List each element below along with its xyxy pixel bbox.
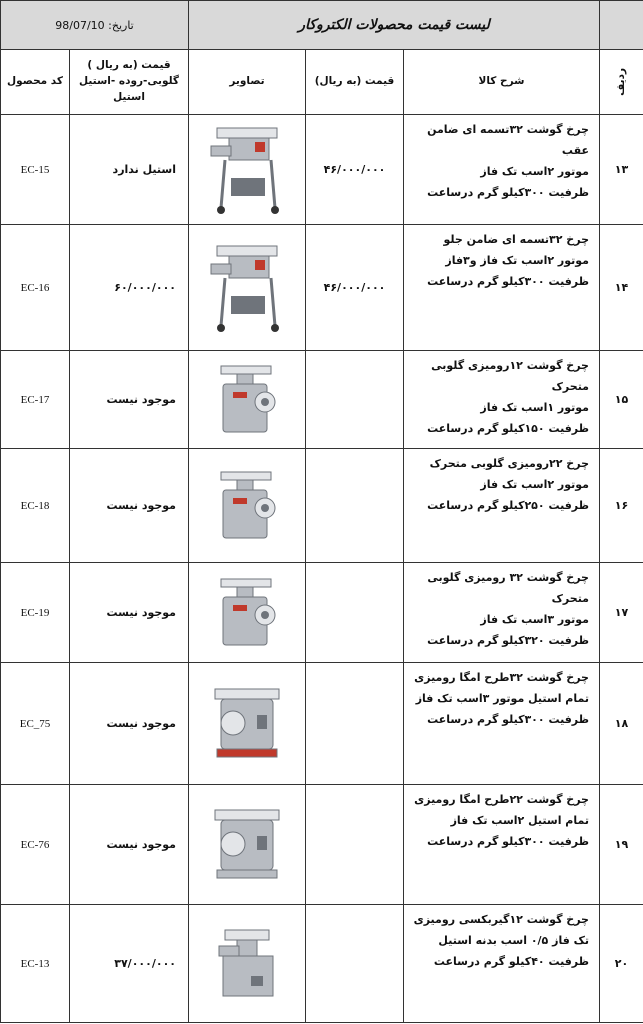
description-line: موتور ۲اسب تک فاز <box>480 478 589 491</box>
description-line: چرخ گوشت ۱۲رومیزی گلوبی متحرک <box>431 359 589 393</box>
description-line: چرخ گوشت ۳۲طرح امگا رومیزی <box>414 671 589 684</box>
col-header-price2: قیمت (به ریال ) گلوبی-روده -استیل استیل <box>70 50 189 115</box>
product-description <box>404 351 600 449</box>
header-empty-cell <box>600 1 643 50</box>
price <box>306 663 404 785</box>
price-steel: موجود نیست <box>70 351 189 449</box>
row-number: ۱۳ <box>600 115 643 225</box>
row-number: ۱۷ <box>600 563 643 663</box>
product-code: EC-13 <box>1 905 70 1023</box>
table-row <box>1 449 643 563</box>
description-line: تمام استیل موتور ۳اسب تک فاز <box>415 692 589 705</box>
price: ۴۶/۰۰۰/۰۰۰ <box>306 115 404 225</box>
date-label: تاریخ: 98/07/10 <box>1 1 189 50</box>
product-image <box>189 122 305 218</box>
description-line: ظرفیت ۳۰۰کیلو گرم درساعت <box>427 186 589 199</box>
description-line: موتور ۲اسب تک فاز <box>480 165 589 178</box>
product-code: EC-18 <box>1 449 70 563</box>
product-image-cell <box>189 785 306 905</box>
description-line: موتور ۲اسب تک فاز و۳فاز <box>445 254 589 267</box>
description-line: ظرفیت ۴۰کیلو گرم درساعت <box>433 955 589 968</box>
product-image <box>189 924 305 1004</box>
description-line: چرخ گوشت ۳۲ رومیزی گلوبی متحرک <box>427 571 589 605</box>
price <box>306 351 404 449</box>
product-image <box>189 573 305 653</box>
header-band <box>1 1 643 50</box>
price <box>306 449 404 563</box>
description-line: چرخ گوشت ۱۲گیربکسی رومیزی <box>413 913 589 926</box>
description-line: ظرفیت ۲۵۰کیلو گرم درساعت <box>427 499 589 512</box>
table-row <box>1 115 643 225</box>
table-row <box>1 663 643 785</box>
product-description <box>404 449 600 563</box>
product-image-cell <box>189 115 306 225</box>
price-steel: ۶۰/۰۰۰/۰۰۰ <box>70 225 189 351</box>
product-description <box>404 115 600 225</box>
row-number: ۲۰ <box>600 905 643 1023</box>
product-image <box>189 466 305 546</box>
product-description <box>404 905 600 1023</box>
price-steel: موجود نیست <box>70 785 189 905</box>
product-image-cell <box>189 663 306 785</box>
table-row <box>1 351 643 449</box>
description-line: تک فاز ۰/۵ اسب بدنه استیل <box>438 934 589 947</box>
price-steel: موجود نیست <box>70 449 189 563</box>
product-image <box>189 802 305 888</box>
product-description <box>404 563 600 663</box>
price <box>306 905 404 1023</box>
product-description <box>404 785 600 905</box>
price <box>306 563 404 663</box>
description-line: ظرفیت ۱۵۰کیلو گرم درساعت <box>427 422 589 435</box>
table-row <box>1 225 643 351</box>
product-code: EC-19 <box>1 563 70 663</box>
col-header-row-label: ردیف <box>614 68 627 96</box>
description-line: تمام استیل ۲اسب تک فاز <box>450 814 589 827</box>
description-line: چرخ گوشت ۳۲تسمه ای ضامن عقب <box>427 123 589 157</box>
product-image <box>189 681 305 767</box>
description-line: موتور ۱اسب تک فاز <box>480 401 589 414</box>
price-steel: موجود نیست <box>70 563 189 663</box>
col-header-desc: شرح کالا <box>404 50 600 115</box>
col-header-row <box>600 50 643 115</box>
table-row <box>1 905 643 1023</box>
row-number: ۱۴ <box>600 225 643 351</box>
description-line: ظرفیت ۳۰۰کیلو گرم درساعت <box>427 713 589 726</box>
table-row <box>1 563 643 663</box>
description-line: چرخ ۳۲تسمه ای ضامن جلو <box>443 233 589 246</box>
row-number: ۱۵ <box>600 351 643 449</box>
row-number: ۱۹ <box>600 785 643 905</box>
product-image-cell <box>189 351 306 449</box>
product-image-cell <box>189 905 306 1023</box>
product-image <box>189 240 305 336</box>
row-number: ۱۶ <box>600 449 643 563</box>
page-title: لیست قیمت محصولات الکتروکار <box>189 1 600 50</box>
col-header-images: تصاویر <box>189 50 306 115</box>
product-image-cell <box>189 563 306 663</box>
row-number: ۱۸ <box>600 663 643 785</box>
table-row <box>1 785 643 905</box>
column-header-row <box>1 50 643 115</box>
product-image-cell <box>189 449 306 563</box>
description-line: ظرفیت ۳۰۰کیلو گرم درساعت <box>427 275 589 288</box>
price: ۴۶/۰۰۰/۰۰۰ <box>306 225 404 351</box>
product-description <box>404 225 600 351</box>
description-line: چرخ ۲۲رومیزی گلوبی متحرک <box>429 457 589 470</box>
product-code: EC_75 <box>1 663 70 785</box>
col-header-price1: قیمت (به ریال) <box>306 50 404 115</box>
product-code: EC-16 <box>1 225 70 351</box>
product-code: EC-15 <box>1 115 70 225</box>
product-code: EC-76 <box>1 785 70 905</box>
description-line: ظرفیت ۳۲۰کیلو گرم درساعت <box>427 634 589 647</box>
price-steel: موجود نیست <box>70 663 189 785</box>
price-steel: استیل ندارد <box>70 115 189 225</box>
price <box>306 785 404 905</box>
product-code: EC-17 <box>1 351 70 449</box>
description-line: موتور ۳اسب تک فاز <box>480 613 589 626</box>
product-image-cell <box>189 225 306 351</box>
product-image <box>189 360 305 440</box>
col-header-code: کد محصول <box>1 50 70 115</box>
description-line: ظرفیت ۳۰۰کیلو گرم درساعت <box>427 835 589 848</box>
product-description <box>404 663 600 785</box>
price-steel: ۳۷/۰۰۰/۰۰۰ <box>70 905 189 1023</box>
description-line: چرخ گوشت ۲۲طرح امگا رومیزی <box>414 793 589 806</box>
